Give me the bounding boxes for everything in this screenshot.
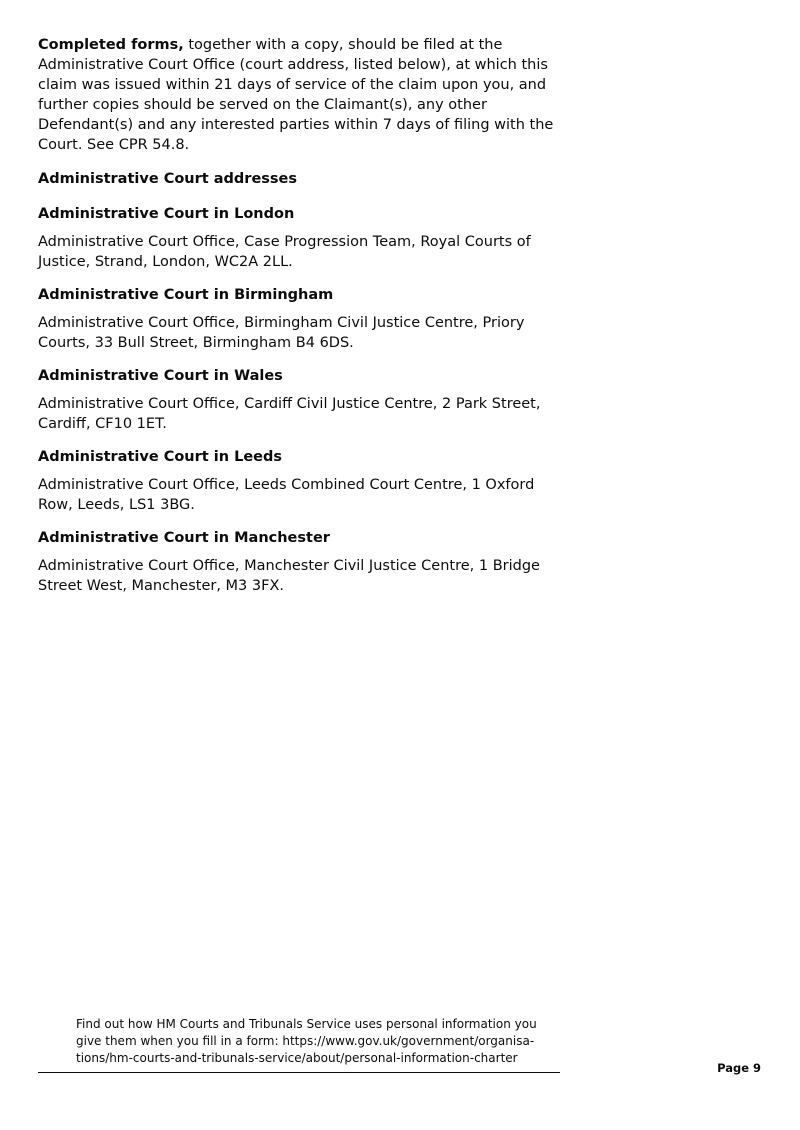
court-wales-address: Administrative Court Office, Cardiff Civil Justice Centre, 2 Park Street, Cardiff, CF10 1ET. bbox=[38, 396, 541, 432]
court-london-heading: Administrative Court in London bbox=[38, 206, 295, 222]
footer-divider bbox=[38, 1072, 560, 1073]
intro-paragraph bbox=[38, 35, 558, 155]
court-wales-heading: Administrative Court in Wales bbox=[38, 368, 283, 384]
document-body bbox=[38, 35, 558, 609]
court-birmingham-heading: Administrative Court in Birmingham bbox=[38, 287, 334, 303]
intro-lead: Completed forms, bbox=[38, 37, 184, 53]
footer-note: Find out how HM Courts and Tribunals Service uses personal information you give them when you fill in a form: https://www.gov.uk/government/organisa-tions/hm-courts-and-tribunals-service/about/personal-information-charter bbox=[76, 1017, 537, 1065]
addresses-heading: Administrative Court addresses bbox=[38, 171, 298, 187]
court-london-address: Administrative Court Office, Case Progression Team, Royal Courts of Justice, Strand, London, WC2A 2LL. bbox=[38, 234, 531, 270]
court-leeds-heading: Administrative Court in Leeds bbox=[38, 449, 283, 465]
court-leeds-address: Administrative Court Office, Leeds Combined Court Centre, 1 Oxford Row, Leeds, LS1 3BG. bbox=[38, 477, 535, 513]
court-manchester-heading: Administrative Court in Manchester bbox=[38, 530, 330, 546]
court-birmingham-address: Administrative Court Office, Birmingham Civil Justice Centre, Priory Courts, 33 Bull Street, Birmingham B4 6DS. bbox=[38, 315, 525, 351]
court-manchester-address: Administrative Court Office, Manchester Civil Justice Centre, 1 Bridge Street West, Manchester, M3 3FX. bbox=[38, 558, 540, 594]
intro-text: together with a copy, should be filed at the Administrative Court Office (court address, listed below), at which this claim was issued within 21 days of service of the claim upon you, and further copies should be served on the Claimant(s), any other Defendant(s) and any interested parties within 7 days of filing with the Court. See CPR 54.8. bbox=[38, 37, 554, 153]
page-number: Page 9 bbox=[717, 1061, 761, 1075]
